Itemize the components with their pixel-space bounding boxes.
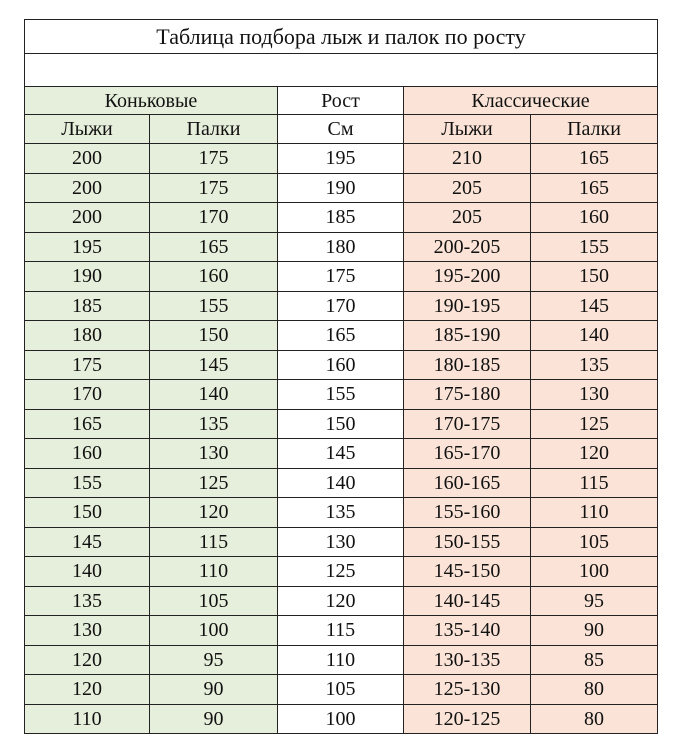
table-row <box>25 380 658 410</box>
table-row <box>25 586 658 616</box>
cell-skate-poles: 175 <box>150 173 278 203</box>
cell-classic-skis: 125-130 <box>404 675 531 705</box>
cell-skate-skis: 145 <box>25 527 150 557</box>
cell-classic-skis: 185-190 <box>404 321 531 351</box>
cell-height: 105 <box>278 675 404 705</box>
cell-classic-poles: 145 <box>531 291 658 321</box>
cell-classic-skis: 190-195 <box>404 291 531 321</box>
table-row <box>25 262 658 292</box>
cell-classic-skis: 200-205 <box>404 232 531 262</box>
cell-classic-skis: 140-145 <box>404 586 531 616</box>
cell-classic-poles: 110 <box>531 498 658 528</box>
cell-classic-skis: 180-185 <box>404 350 531 380</box>
cell-skate-skis: 140 <box>25 557 150 587</box>
cell-height: 190 <box>278 173 404 203</box>
cell-skate-poles: 130 <box>150 439 278 469</box>
cell-height: 145 <box>278 439 404 469</box>
cell-classic-skis: 120-125 <box>404 704 531 734</box>
cell-classic-skis: 210 <box>404 144 531 174</box>
cell-skate-skis: 185 <box>25 291 150 321</box>
cell-classic-poles: 80 <box>531 675 658 705</box>
cell-skate-poles: 110 <box>150 557 278 587</box>
cell-classic-poles: 160 <box>531 203 658 233</box>
header-skate-poles: Палки <box>150 115 278 144</box>
table-body <box>25 20 658 734</box>
table-row <box>25 704 658 734</box>
group-header-row <box>25 87 658 115</box>
cell-classic-skis: 160-165 <box>404 468 531 498</box>
cell-classic-skis: 205 <box>404 203 531 233</box>
table-row <box>25 203 658 233</box>
table-row <box>25 439 658 469</box>
cell-height: 110 <box>278 645 404 675</box>
cell-skate-skis: 200 <box>25 144 150 174</box>
cell-height: 150 <box>278 409 404 439</box>
group-header-skate: Коньковые <box>25 87 278 115</box>
cell-height: 120 <box>278 586 404 616</box>
cell-classic-skis: 130-135 <box>404 645 531 675</box>
blank-row <box>25 54 658 87</box>
cell-classic-skis: 205 <box>404 173 531 203</box>
cell-height: 140 <box>278 468 404 498</box>
header-classic-poles: Палки <box>531 115 658 144</box>
cell-skate-poles: 125 <box>150 468 278 498</box>
cell-skate-poles: 175 <box>150 144 278 174</box>
cell-classic-poles: 85 <box>531 645 658 675</box>
cell-skate-skis: 195 <box>25 232 150 262</box>
table-row <box>25 144 658 174</box>
cell-skate-skis: 200 <box>25 203 150 233</box>
cell-skate-skis: 175 <box>25 350 150 380</box>
table-row <box>25 616 658 646</box>
cell-height: 130 <box>278 527 404 557</box>
header-skate-skis: Лыжи <box>25 115 150 144</box>
sub-header-row <box>25 115 658 144</box>
cell-skate-poles: 95 <box>150 645 278 675</box>
cell-height: 115 <box>278 616 404 646</box>
cell-skate-skis: 120 <box>25 645 150 675</box>
title-row <box>25 20 658 54</box>
cell-classic-poles: 125 <box>531 409 658 439</box>
cell-height: 175 <box>278 262 404 292</box>
cell-skate-poles: 115 <box>150 527 278 557</box>
table-row <box>25 321 658 351</box>
cell-height: 100 <box>278 704 404 734</box>
ski-size-table <box>24 19 658 734</box>
cell-height: 185 <box>278 203 404 233</box>
cell-classic-poles: 165 <box>531 144 658 174</box>
cell-classic-skis: 165-170 <box>404 439 531 469</box>
cell-classic-skis: 150-155 <box>404 527 531 557</box>
cell-skate-skis: 160 <box>25 439 150 469</box>
cell-height: 165 <box>278 321 404 351</box>
cell-skate-poles: 155 <box>150 291 278 321</box>
group-header-height: Рост <box>278 87 404 115</box>
table-title: Таблица подбора лыж и палок по росту <box>25 20 658 54</box>
cell-height: 180 <box>278 232 404 262</box>
cell-classic-skis: 170-175 <box>404 409 531 439</box>
cell-skate-skis: 150 <box>25 498 150 528</box>
cell-height: 170 <box>278 291 404 321</box>
cell-classic-poles: 165 <box>531 173 658 203</box>
cell-classic-poles: 150 <box>531 262 658 292</box>
header-classic-skis: Лыжи <box>404 115 531 144</box>
cell-height: 195 <box>278 144 404 174</box>
cell-skate-skis: 130 <box>25 616 150 646</box>
cell-skate-poles: 150 <box>150 321 278 351</box>
cell-classic-poles: 120 <box>531 439 658 469</box>
cell-skate-poles: 165 <box>150 232 278 262</box>
cell-skate-skis: 120 <box>25 675 150 705</box>
cell-skate-poles: 145 <box>150 350 278 380</box>
table-row <box>25 675 658 705</box>
cell-skate-skis: 170 <box>25 380 150 410</box>
table-row <box>25 498 658 528</box>
cell-skate-skis: 110 <box>25 704 150 734</box>
table-row <box>25 173 658 203</box>
cell-skate-poles: 100 <box>150 616 278 646</box>
cell-classic-poles: 135 <box>531 350 658 380</box>
cell-skate-poles: 140 <box>150 380 278 410</box>
header-height-unit: См <box>278 115 404 144</box>
cell-skate-skis: 165 <box>25 409 150 439</box>
cell-skate-poles: 160 <box>150 262 278 292</box>
cell-classic-poles: 80 <box>531 704 658 734</box>
table-row <box>25 645 658 675</box>
cell-classic-poles: 100 <box>531 557 658 587</box>
cell-classic-poles: 130 <box>531 380 658 410</box>
cell-skate-poles: 170 <box>150 203 278 233</box>
cell-height: 135 <box>278 498 404 528</box>
table-row <box>25 350 658 380</box>
table-row <box>25 468 658 498</box>
cell-classic-skis: 135-140 <box>404 616 531 646</box>
cell-height: 155 <box>278 380 404 410</box>
cell-classic-skis: 195-200 <box>404 262 531 292</box>
table-row <box>25 409 658 439</box>
cell-skate-skis: 180 <box>25 321 150 351</box>
cell-classic-poles: 105 <box>531 527 658 557</box>
cell-height: 160 <box>278 350 404 380</box>
cell-height: 125 <box>278 557 404 587</box>
cell-classic-poles: 90 <box>531 616 658 646</box>
cell-skate-poles: 90 <box>150 704 278 734</box>
table-row <box>25 527 658 557</box>
cell-skate-skis: 135 <box>25 586 150 616</box>
cell-classic-poles: 140 <box>531 321 658 351</box>
cell-skate-poles: 120 <box>150 498 278 528</box>
group-header-classic: Классические <box>404 87 658 115</box>
cell-skate-poles: 105 <box>150 586 278 616</box>
cell-classic-poles: 155 <box>531 232 658 262</box>
cell-classic-poles: 115 <box>531 468 658 498</box>
cell-skate-poles: 135 <box>150 409 278 439</box>
cell-classic-skis: 145-150 <box>404 557 531 587</box>
table-row <box>25 557 658 587</box>
cell-skate-skis: 155 <box>25 468 150 498</box>
ski-size-sheet <box>24 19 657 730</box>
cell-skate-skis: 200 <box>25 173 150 203</box>
cell-skate-skis: 190 <box>25 262 150 292</box>
cell-skate-poles: 90 <box>150 675 278 705</box>
blank-cell <box>25 54 658 87</box>
table-row <box>25 232 658 262</box>
cell-classic-poles: 95 <box>531 586 658 616</box>
cell-classic-skis: 155-160 <box>404 498 531 528</box>
cell-classic-skis: 175-180 <box>404 380 531 410</box>
table-row <box>25 291 658 321</box>
